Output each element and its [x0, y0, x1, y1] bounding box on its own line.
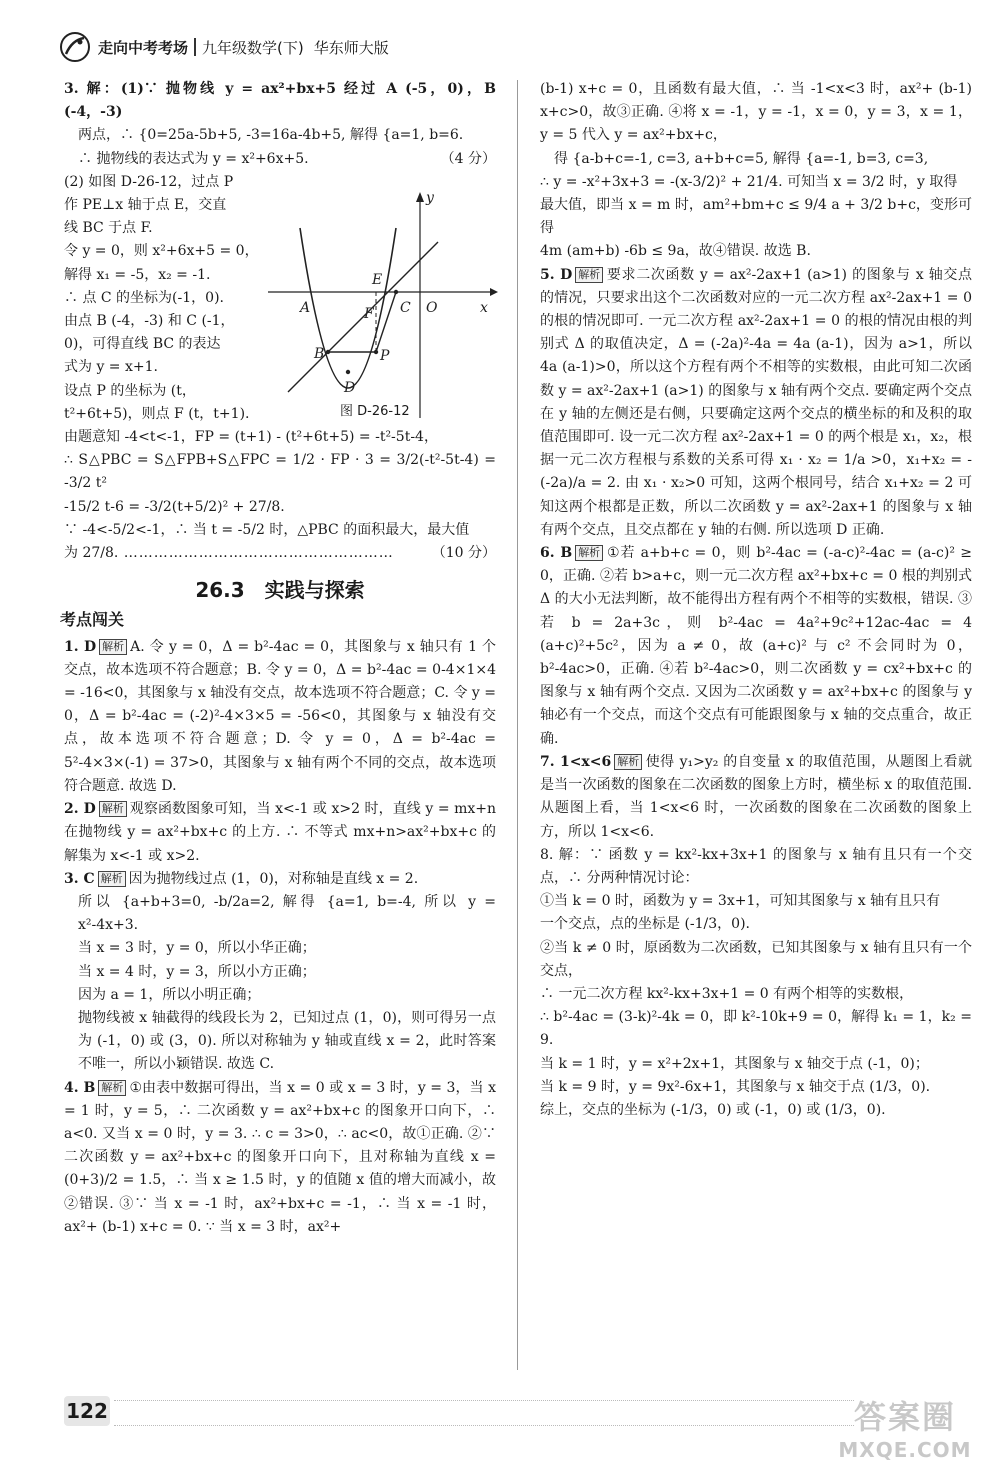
site-watermark	[830, 1392, 980, 1470]
watermark-bottom: MXQE.COM	[838, 1438, 972, 1462]
q3c-line: 因为 a = 1，所以小明正确；	[78, 986, 261, 1003]
q6-answer: 6. B	[540, 545, 573, 562]
label-p: P	[380, 348, 390, 364]
q3c-system: 所以 {a+b+3=0, -b/2a=2, 解得 {a=1, b=-4, 所以 y = x²-4x+3.	[78, 893, 496, 934]
column-divider	[517, 80, 518, 1370]
q3c-line: 当 x = 4 时，y = 3，所以小方正确；	[78, 963, 316, 980]
q7-answer: 7. 1<x<6	[540, 753, 612, 770]
q3-p2-line: 由点 B (-4，-3) 和 C (-1，	[64, 313, 235, 330]
q4-text: ①由表中数据可得出，当 x = 0 或 x = 3 时，y = 3，当 x = 1 时，y = 5，∴ 二次函数 y = ax²+bx+c 的图象开口向下，∴ a<0. 又当 x = 0 时，y = 3. ∴ c = 3>0，∴ ac<0，故①正确. ②∵ 二次函数 y = ax²+bx+c 的图象开口向下，且对称轴为直线 x = (0+3)/2 = 1.5，∴ 当 x ≥ 1.5 时，y 的值随 x 值的增大而减小，故②错误. ③∵ 当 x = -1 时，ax²+bx+c = -1，∴ 当 x = -1 时，ax²+ (b-1) x+c = 0. ∵ 当 x = 3 时，ax²+	[64, 1079, 497, 1235]
q3-line-3	[64, 148, 496, 171]
q1	[64, 636, 496, 798]
label-e: E	[372, 272, 383, 288]
label-f: F	[364, 306, 374, 322]
q8-line: 当 k = 1 时，y = x²+2x+1，其图象与 x 轴交于点 (-1，0)；	[540, 1055, 929, 1072]
q8-line: 综上，交点的坐标为 (-1/3，0) 或 (-1，0) 或 (1/3，0).	[540, 1101, 886, 1118]
q8-line: 一个交点，点的坐标是 (-1/3，0).	[540, 916, 750, 933]
q3-p2-area: ∴ S△PBC = S△FPB+S△FPC = 1/2 · FP · 3 = 3/2(-t²-5t-4) = -3/2 t²	[64, 452, 496, 492]
book-title: 九年级数学(下)	[202, 38, 304, 57]
line-bc	[288, 242, 438, 392]
q8-line: ①当 k = 0 时，函数为 y = 3x+1，可知其图象与 x 轴有且只有	[540, 893, 941, 910]
analysis-tag: 解析	[98, 1080, 126, 1096]
label-a: A	[300, 300, 311, 316]
q4	[64, 1077, 496, 1239]
q3c-line: 抛物线被 x 轴截得的线段长为 2，已知过点 (1，0)，则可得另一点为 (-1，0) 或 (3，0). 所以对称轴为 y 轴或直线 x = 2，此时答案不唯一，所以小颖错误. 故选 C.	[78, 1009, 496, 1073]
q3-p2-line: 设点 P 的坐标为 (t，	[64, 382, 196, 399]
header-divider	[194, 38, 196, 56]
runner-logo-icon	[58, 30, 92, 64]
q3-p2-line: 作 PE⊥x 轴于点 E，交直	[64, 197, 227, 214]
q8-line: ∴ 一元二次方程 kx²-kx+3x+1 = 0 有两个相等的实数根，	[540, 985, 914, 1002]
label-y: y	[426, 190, 434, 206]
leader-dots: ………………………………………………	[118, 545, 394, 562]
analysis-tag: 解析	[99, 801, 127, 817]
q3-p2-line: ∴ 点 C 的坐标为(-1，0).	[64, 289, 224, 306]
q4-answer: 4. B	[64, 1079, 96, 1096]
q3-p2-line: 式为 y = x+1.	[64, 359, 158, 376]
label-o: O	[426, 300, 438, 316]
x-axis-arrow-icon	[490, 288, 498, 296]
sub-title: 考点闯关	[60, 610, 125, 630]
q3-p2-line: (2) 如图 D-26-12，过点 P	[64, 173, 234, 190]
q4-conclusion: 4m (am+b) -6b ≤ 9a，故④错误. 故选 B.	[540, 243, 811, 260]
q8-line: 当 k = 9 时，y = 9x²-6x+1，其图象与 x 轴交于点 (1/3，0).	[540, 1078, 931, 1095]
parabola-curve	[300, 228, 396, 388]
q1-text: A. 令 y = 0，Δ = b²-4ac = 0，其图象与 x 轴只有 1 个交点，故本选项不符合题意；B. 令 y = 0，Δ = b²-4ac = 0-4×1×4 = -16<0，其图象与 x 轴没有交点，故本选项不符合题意；C. 令 y = 0，Δ = b²-4ac = (-2)²-4×3×5 = -56<0，其图象与 x 轴没有交点，故本选项不符合题意；D. 令 y = 0，Δ = b²-4ac = 5²-4×3×(-1) = 37>0，其图象与 x 轴有两个不同的交点，故本选项符合题意. 故选 D.	[64, 638, 496, 794]
q3-p2-answer	[64, 542, 496, 565]
q3c-line: 当 x = 3 时，y = 0，所以小华正确；	[78, 940, 316, 957]
q3c	[64, 868, 496, 891]
q3-answer-value: 为 27/8.	[64, 545, 119, 562]
page-header	[58, 30, 958, 64]
q3c-text: 因为抛物线过点 (1，0)，对称轴是直线 x = 2.	[128, 870, 419, 887]
brand-title: 走向中考考场	[98, 38, 189, 57]
section-title: 26.3 实践与探索	[195, 578, 365, 603]
q3-p2-max: ∵ -4<-5/2<-1，∴ 当 t = -5/2 时，△PBC 的面积最大，最大值	[64, 521, 470, 538]
analysis-tag: 解析	[98, 871, 126, 887]
parabola-figure	[268, 188, 498, 418]
q4-system: 得 {a-b+c=-1, c=3, a+b+c=5, 解得 {a=-1, b=3, c=3,	[554, 150, 929, 167]
y-axis-arrow-icon	[416, 192, 424, 202]
q3-p2-line: 0)，可得直线 BC 的表达	[64, 336, 221, 353]
q7-text: 使得 y₁>y₂ 的自变量 x 的取值范围，从题图上看就是当一次函数的图象在二次函数的图象上方时，横坐标 x 的取值范围. 从题图上看，当 1<x<6 时，一次函数的图象在二次函数的图象上方，所以 1<x<6.	[540, 753, 973, 840]
analysis-tag: 解析	[575, 545, 603, 561]
label-c: C	[400, 300, 411, 316]
analysis-tag: 解析	[575, 267, 603, 283]
q4-continued: (b-1) x+c = 0，且函数有最大值，∴ 当 -1<x<3 时，ax²+ (b-1) x+c>0，故③正确. ④将 x = -1，y = -1，x = 0，y = 3，x = 1，y = 5 代入 y = ax²+bx+c，	[540, 81, 972, 144]
figure-caption: 图 D-26-12	[340, 404, 410, 419]
q8-line: 8. 解：∵ 函数 y = kx²-kx+3x+1 的图象与 x 轴有且只有一个交点，∴ 分两种情况讨论：	[540, 846, 972, 886]
q2-answer: 2. D	[64, 801, 96, 818]
label-x: x	[480, 300, 488, 316]
q3-result: ∴ 抛物线的表达式为 y = x²+6x+5.	[78, 150, 309, 167]
footer-band	[114, 1400, 854, 1426]
point-d	[346, 370, 350, 374]
label-b: B	[314, 346, 325, 362]
q3-line-1: 3. 解：(1)∵ 抛物线 y = ax²+bx+5 经过 A (-5，0)，B (-4，-3)	[64, 81, 496, 121]
q3-p2-line: 由题意知 -4<t<-1，FP = (t+1) - (t²+6t+5) = -t²-5t-4，	[64, 429, 438, 446]
q3-p2-line: t²+6t+5)，则点 F (t，t+1).	[64, 405, 250, 422]
q6	[540, 542, 972, 751]
q5-answer: 5. D	[540, 266, 573, 283]
q3-score-1: （4 分）	[440, 150, 496, 167]
point-c	[394, 290, 398, 294]
q2-text: 观察函数图象可知，当 x<-1 或 x>2 时，直线 y = mx+n 在抛物线 y = ax²+bx+c 的上方. ∴ 不等式 mx+n>ax²+bx+c 的解集为 x<-1 或 x>2.	[64, 801, 496, 864]
q3-p2-area-2: -15/2 t-6 = -3/2(t+5/2)² + 27/8.	[64, 498, 285, 515]
page-number: 122	[64, 1396, 110, 1426]
q7	[540, 751, 972, 844]
q3c-answer: 3. C	[64, 870, 95, 887]
watermark-top: 答案圈	[853, 1398, 956, 1436]
q3-score-2: （10 分）	[431, 545, 496, 562]
q8-line: ②当 k ≠ 0 时，原函数为二次函数，已知其图象与 x 轴有且只有一个交点，	[540, 939, 972, 979]
q3-p2-line: 解得 x₁ = -5，x₂ = -1.	[64, 266, 211, 283]
q1-answer: 1. D	[64, 638, 97, 655]
q5-text: 要求二次函数 y = ax²-2ax+1 (a>1) 的图象与 x 轴交点的情况，只要求出这个二次函数对应的一元二次方程 ax²-2ax+1 = 0 的根的情况即可. 一元二次方程 ax²-2ax+1 = 0 的根的情况由根的判别式 Δ 的取值决定，Δ = (-2a)²-4a = 4a (a-1)，因为 a>1，所以 4a (a-1)>0，所以这个方程有两个不相等的实数根，由此可知二次函数 y = ax²-2ax+1 (a>1) 的图象与 x 轴有两个交点. 要确定两个交点在 y 轴的左侧还是右侧，只要确定这两个交点的横坐标的和及积的取值范围即可. 设一元二次方程 ax²-2ax+1 = 0 的两个根是 x₁，x₂，根据一元二次方程根与系数的关系可得 x₁ · x₂ = 1/a >0，x₁+x₂ = -(-2a)/a = 2. 由 x₁ · x₂>0 可知，这两个根同号，结合 x₁+x₂ = 2 可知这两个根都是正数，所以二次函数 y = ax²-2ax+1 的图象与 x 轴有两个交点，且交点都在 y 轴的右侧. 所以选项 D 正确.	[540, 266, 973, 538]
q5	[540, 264, 972, 542]
q3-part-2-block	[64, 171, 260, 426]
point-p	[374, 350, 378, 354]
q4-max: 最大值，即当 x = m 时，am²+bm+c ≤ 9/4 a + 3/2 b+c，变形可得	[540, 197, 972, 237]
q2	[64, 798, 496, 868]
q3-line-2: 两点，∴ {0=25a-5b+5, -3=16a-4b+5, 解得 {a=1, b=6.	[78, 127, 464, 144]
right-column	[540, 78, 972, 1122]
q3-p2-line: 令 y = 0，则 x²+6x+5 = 0，	[64, 243, 259, 260]
q8-line: ∴ b²-4ac = (3-k)²-4k = 0，即 k²-10k+9 = 0，解得 k₁ = 1，k₂ = 9.	[540, 1009, 972, 1049]
analysis-tag: 解析	[614, 754, 642, 770]
q4-vertex-form: ∴ y = -x²+3x+3 = -(x-3/2)² + 21/4. 可知当 x = 3/2 时，y 取得	[540, 173, 958, 190]
q6-text: ①若 a+b+c = 0，则 b²-4ac = (-a-c)²-4ac = (a-c)² ≥ 0，正确. ②若 b>a+c，则一元二次方程 ax²+bx+c = 0 根的判别式 Δ 的大小无法判断，故不能得出方程有两个不相等的实数根，错误. ③若 b = 2a+3c，则 b²-4ac = 4a²+9c²+12ac-4ac = 4 (a+c)²+5c²，因为 a ≠ 0，故 (a+c)² 与 c² 不会同时为 0，b²-4ac>0，正确. ④若 b²-4ac>0，则二次函数 y = cx²+bx+c 的图象与 x 轴有两个交点. 又因为二次函数 y = ax²+bx+c 的图象与 y 轴必有一个交点，而这个交点有可能跟图象与 x 轴的交点重合，故正确.	[540, 545, 972, 747]
analysis-tag: 解析	[99, 639, 127, 655]
q3-p2-line: 线 BC 于点 F.	[64, 220, 153, 237]
edition-label: 华东师大版	[313, 38, 389, 57]
point-b	[326, 350, 330, 354]
label-d: D	[344, 380, 356, 396]
